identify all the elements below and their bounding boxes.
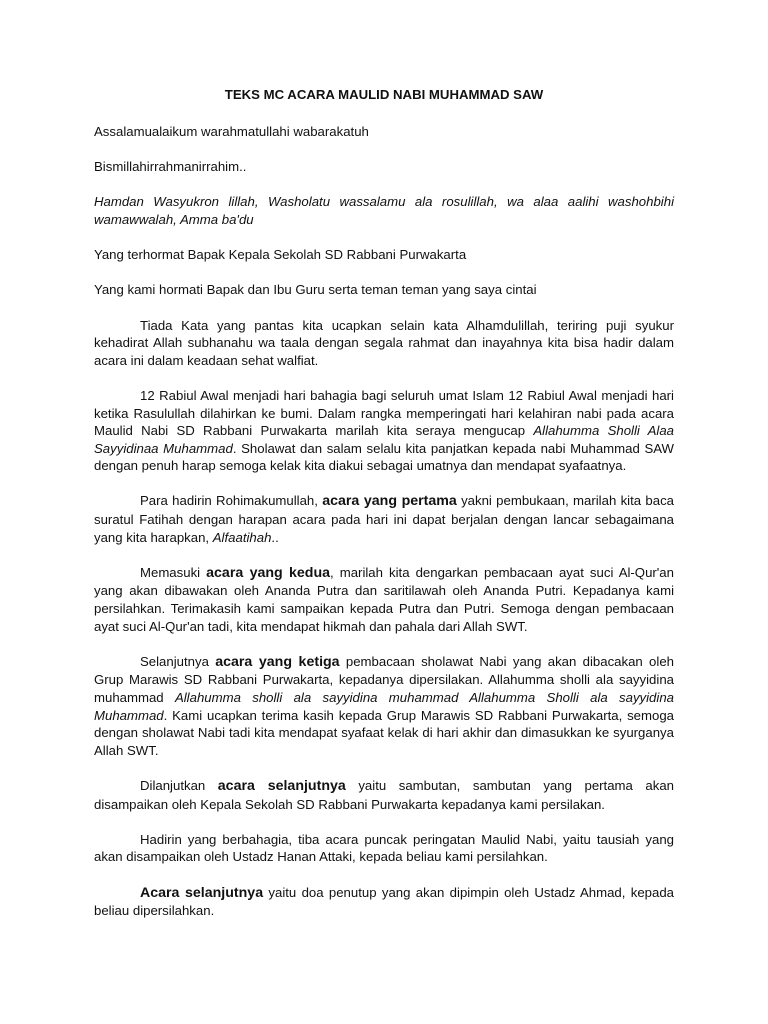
basmalah: Bismillahirrahmanirrahim..	[94, 159, 247, 175]
paragraph-6-text-c: yaitu sambutan, sambutan yang pertama akan disampaikan oleh Kepala Sekolah SD Rabbani Purwakarta kepadanya kami persilakan.	[94, 777, 675, 812]
paragraph-3-italic: Alfaatihah	[212, 529, 272, 545]
paragraph-2-text-a: 12 Rabiul Awal menjadi hari bahagia bagi seluruh umat Islam 12 Rabiul Awal menjadi hari ketika Rasulullah dilahirkan ke bumi. Dalam rangka memperingati hari kelahiran nabi pada acara Maulid Nabi SD Rabbani Purwakarta marilah kita seraya mengucap	[94, 387, 674, 439]
paragraph-5-italic: Allahumma sholli ala sayyidina muhammad Allahumma Sholli ala sayyidina Muhammad	[94, 690, 674, 723]
greeting: Assalamualaikum warahmatullahi wabarakatuh	[94, 124, 369, 139]
paragraph-2	[94, 387, 674, 475]
paragraph-3-bold: acara yang pertama	[322, 493, 457, 510]
paragraph-6-text-a: Dilanjutkan	[140, 777, 218, 793]
paragraph-3-text-a: Para hadirin Rohimakumullah,	[140, 493, 323, 509]
paragraph-1: Tiada Kata yang pantas kita ucapkan selain kata Alhamdulillah, teriring puji syukur kehadirat Allah subhanahu wa taala dengan segala rahmat dan inayahnya kita bisa hadir dalam acara ini dalam keadaan sehat walfiat.	[94, 317, 674, 368]
paragraph-8-bold: Acara selanjutnya	[140, 884, 264, 901]
paragraph-4-bold: acara yang kedua	[206, 564, 331, 581]
respect-teachers: Yang kami hormati Bapak dan Ibu Guru serta teman teman yang saya cintai	[94, 282, 537, 298]
paragraph-4	[94, 564, 674, 635]
paragraph-6	[94, 777, 674, 813]
paragraph-4-text-a: Memasuki	[140, 564, 207, 580]
paragraph-2-italic: Allahumma Sholli Alaa Sayyidinaa Muhammad	[94, 423, 674, 456]
paragraph-5-bold: acara yang ketiga	[215, 653, 340, 670]
paragraph-6-bold: acara selanjutnya	[217, 777, 346, 794]
opening-prayer: Hamdan Wasyukron lillah, Washolatu wassalamu ala rosulillah, wa alaa aalihi washohbihi wamawwalah, Amma ba'du	[94, 194, 674, 227]
paragraph-5-text-c: pembacaan sholawat Nabi yang akan dibacakan oleh Grup Marawis SD Rabbani Purwakarta, kepadanya dipersilakan. Allahumma sholli ala sayyidina muhammad	[94, 653, 674, 705]
paragraph-3-text-c: yakni pembukaan, marilah kita baca suratul Fatihah dengan harapan acara pada hari ini dapat berjalan dengan lancar sebagaimana yang kita harapkan,	[94, 493, 674, 545]
paragraph-5-text-a: Selanjutnya	[140, 653, 216, 669]
paragraph-8	[94, 884, 674, 920]
document-title: TEKS MC ACARA MAULID NABI MUHAMMAD SAW	[224, 87, 544, 102]
paragraph-5-text-e: . Kami ucapkan terima kasih kepada Grup Marawis SD Rabbani Purwakarta, semoga dengan sholawat Nabi tadi kita mendapat syafaat kelak di hari akhir dan dimasukkan ke syurganya Allah SWT.	[94, 707, 674, 758]
paragraph-7: Hadirin yang berbahagia, tiba acara puncak peringatan Maulid Nabi, yaitu tausiah yang akan disampaikan oleh Ustadz Hanan Attaki, kepada beliau kami persilahkan.	[94, 831, 674, 865]
paragraph-2-text-c: . Sholawat dan salam selalu kita panjatkan kepada nabi Muhammad SAW dengan penuh harap semoga kelak kita diakui sebagai umatnya dan mendapat syafaatnya.	[94, 440, 675, 474]
paragraph-4-text-c: , marilah kita dengarkan pembacaan ayat suci Al-Qur'an yang akan dibawakan oleh Ananda Putra dan saritilawah oleh Ananda Putri. Kepadanya kami persilahkan. Terimakasih kami sampaikan kepada Putra dan Putri. Semoga dengan pembacaan ayat suci Al-Qur'an tadi, kita mendapat hikmah dan pahala dari Allah SWT.	[94, 564, 674, 634]
paragraph-3	[94, 492, 674, 546]
paragraph-5	[94, 653, 674, 760]
respect-headmaster: Yang terhormat Bapak Kepala Sekolah SD Rabbani Purwakarta	[94, 247, 467, 263]
paragraph-3-text-e: ..	[271, 529, 279, 545]
paragraph-8-text-c: yaitu doa penutup yang akan dipimpin oleh Ustadz Ahmad, kepada beliau dipersilahkan.	[94, 884, 674, 919]
